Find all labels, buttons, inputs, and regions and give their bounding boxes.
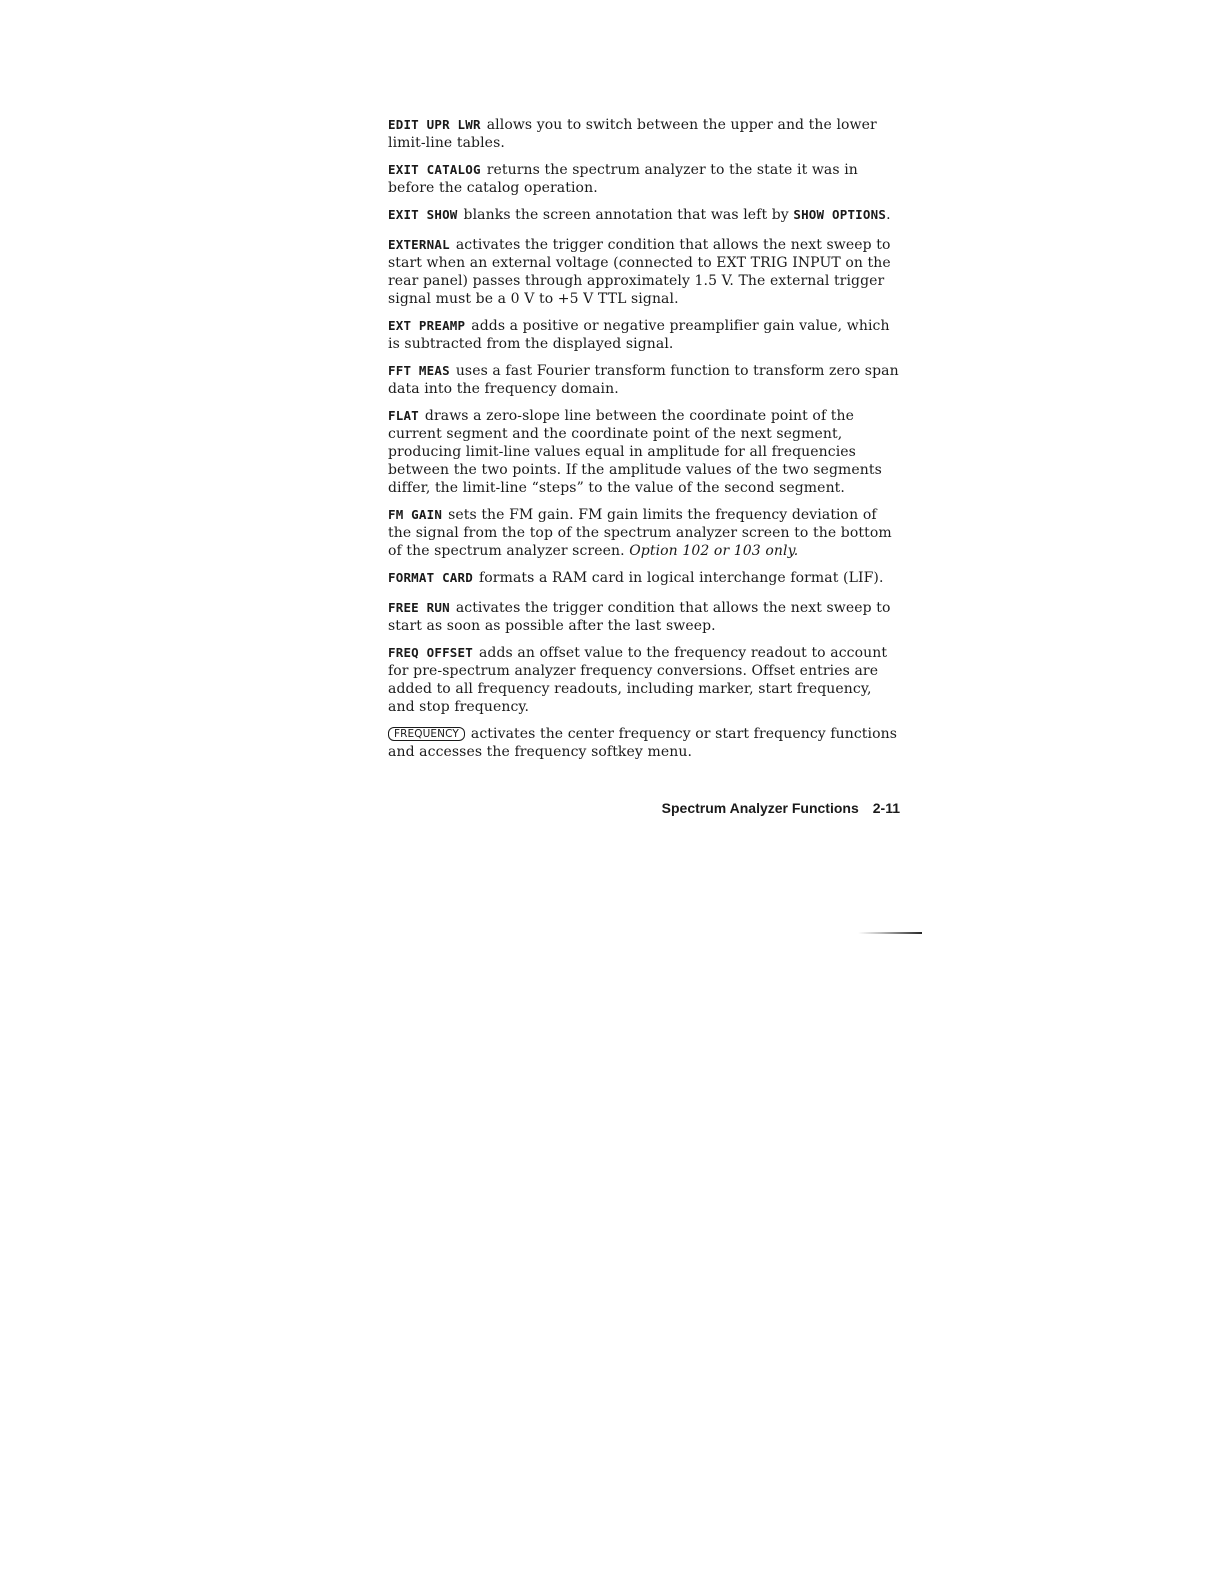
entry-flat	[388, 407, 900, 497]
entry-description: formats a RAM card in logical interchange format (LIF).	[478, 570, 884, 586]
entry-description: activates the trigger condition that allows the next sweep to start as soon as possible after the last sweep.	[388, 600, 891, 634]
entry-description: sets the FM gain. FM gain limits the frequency deviation of the signal from the top of the spectrum analyzer screen to the bottom of the spectrum analyzer screen.	[388, 507, 892, 559]
scan-artifact-line	[858, 932, 922, 934]
footer-section-title: Spectrum Analyzer Functions	[661, 800, 859, 816]
page-footer	[662, 800, 900, 816]
softkey-label: FREQ OFFSET	[388, 645, 473, 660]
softkey-label: EXT PREAMP	[388, 318, 466, 333]
entry-description: activates the trigger condition that allows the next sweep to start when an external voltage (connected to EXT TRIG INPUT on the rear panel) passes through approximately 1.5 V. The external trigger signal must be a 0 V to +5 V TTL signal.	[388, 237, 891, 307]
entry-description: uses a fast Fourier transform function to transform zero span data into the frequency domain.	[388, 363, 899, 397]
entry-description: adds an offset value to the frequency readout to account for pre-spectrum analyzer frequency conversions. Offset entries are added to all frequency readouts, including marker, start frequency, and stop frequency.	[388, 645, 888, 715]
softkey-reference: SHOW OPTIONS	[793, 207, 887, 222]
entry-description: returns the spectrum analyzer to the state it was in before the catalog operation.	[388, 162, 858, 196]
entry-description: blanks the screen annotation that was left by	[463, 207, 789, 223]
entry-edit-upr-lwr	[388, 116, 900, 152]
entry-free-run	[388, 599, 900, 635]
entry-exit-show	[388, 206, 900, 224]
entry-description: draws a zero-slope line between the coordinate point of the current segment and the coordinate point of the next segment, producing limit-line values equal in amplitude for all frequencies between the two points. If the amplitude values of the two segments differ, the limit-line “steps” to the value of the second segment.	[388, 408, 882, 496]
entry-description: allows you to switch between the upper and the lower limit-line tables.	[388, 117, 877, 151]
entry-external	[388, 236, 900, 308]
softkey-label: EXTERNAL	[388, 237, 450, 252]
softkey-label: FREE RUN	[388, 600, 450, 615]
function-glossary	[388, 116, 900, 770]
softkey-label: FM GAIN	[388, 507, 443, 522]
entry-frequency	[388, 725, 900, 761]
entry-freq-offset	[388, 644, 900, 716]
entry-format-card	[388, 569, 900, 587]
entry-description: activates the center frequency or start frequency functions and accesses the frequency softkey menu.	[388, 726, 898, 760]
entry-fft-meas	[388, 362, 900, 398]
page-number: 2-11	[872, 800, 900, 816]
entry-ext-preamp	[388, 317, 900, 353]
softkey-label: FORMAT CARD	[388, 570, 473, 585]
entry-description: adds a positive or negative preamplifier gain value, which is subtracted from the displayed signal.	[388, 318, 890, 352]
frequency-hardkey-icon: FREQUENCY	[388, 727, 465, 741]
softkey-label: EXIT SHOW	[388, 207, 458, 222]
entry-fm-gain	[388, 506, 900, 560]
softkey-label: EDIT UPR LWR	[388, 117, 481, 132]
softkey-label: EXIT CATALOG	[388, 162, 481, 177]
entry-description-end: .	[886, 207, 891, 223]
option-note: Option 102 or 103 only.	[629, 543, 799, 559]
entry-exit-catalog	[388, 161, 900, 197]
softkey-label: FLAT	[388, 408, 419, 423]
softkey-label: FFT MEAS	[388, 363, 450, 378]
